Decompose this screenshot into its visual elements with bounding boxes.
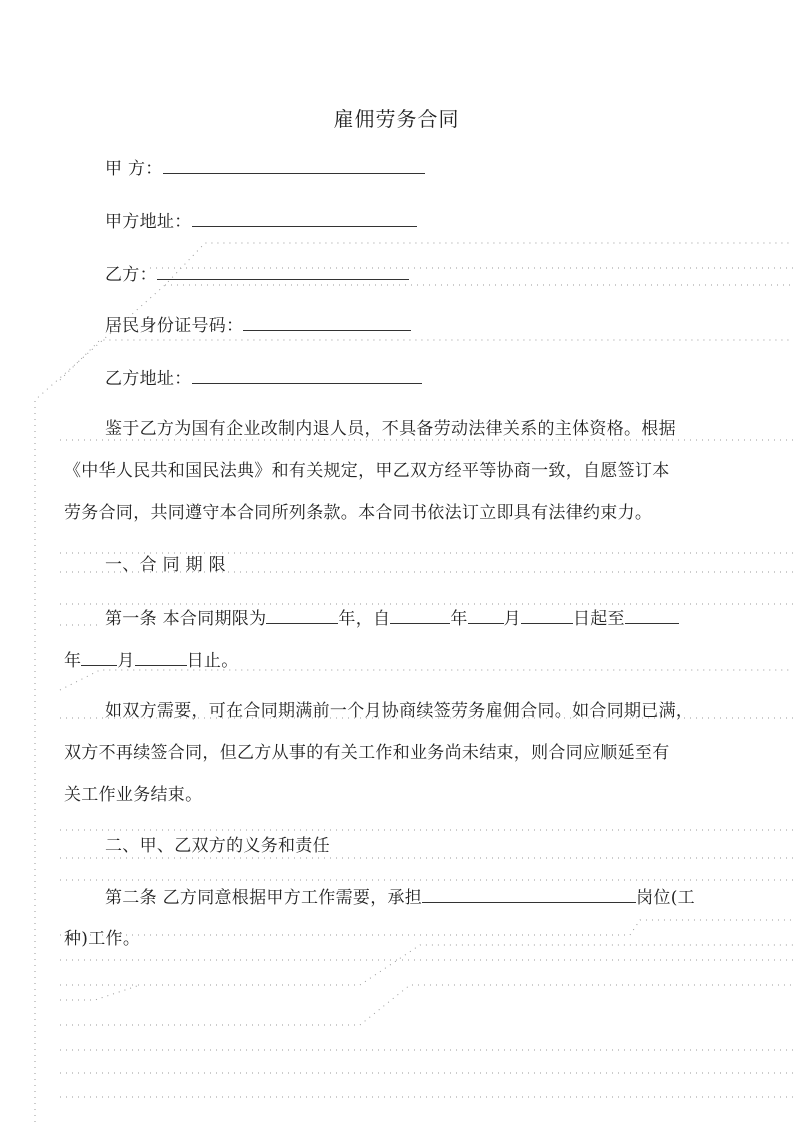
party-b-row (105, 264, 409, 285)
preamble-line-1: 鉴于乙方为国有企业改制内退人员，不具备劳动法律关系的主体资格。根据 (105, 419, 676, 439)
start-year-blank[interactable] (390, 608, 450, 624)
party-a-blank[interactable] (163, 158, 425, 174)
party-a-address-blank[interactable] (192, 211, 417, 227)
id-number-blank[interactable] (243, 315, 411, 331)
party-a-address-label: 甲方地址： (105, 212, 192, 232)
preamble-line-2: 《中华人民共和国民法典》和有关规定，甲乙双方经平等协商一致，自愿签订本 (64, 461, 670, 481)
section-2-title: 二、甲、乙双方的义务和责任 (105, 836, 330, 856)
party-b-address-row (105, 368, 422, 389)
party-b-address-label: 乙方地址： (105, 369, 192, 389)
preamble-line-3: 劳务合同，共同遵守本合同所列条款。本合同书依法订立即具有法律约束力。 (64, 503, 653, 523)
id-number-row (105, 315, 411, 336)
renewal-line-3: 关工作业务结束。 (64, 785, 203, 805)
party-b-blank[interactable] (157, 264, 409, 280)
article-1-line-2: 年 月 日止。 (64, 651, 239, 671)
term-years-blank[interactable] (266, 608, 338, 624)
article-2-line-1: 第二条 乙方同意根据甲方工作需要，承担 岗位(工 (105, 888, 695, 908)
renewal-line-2: 双方不再续签合同，但乙方从事的有关工作和业务尚未结束，则合同应顺延至有 (64, 743, 670, 763)
end-month-blank[interactable] (81, 650, 117, 666)
start-day-blank[interactable] (521, 608, 573, 624)
article-1-line-1: 第一条 本合同期限为 年，自 年 月 日起至 (105, 608, 679, 629)
section-1-title: 一、合 同 期 限 (105, 555, 226, 575)
end-day-blank[interactable] (135, 650, 187, 666)
article-2-line-2: 种)工作。 (64, 929, 141, 949)
party-b-address-blank[interactable] (192, 368, 422, 384)
id-number-label: 居民身份证号码： (105, 316, 244, 336)
renewal-line-1: 如双方需要，可在合同期满前一个月协商续签劳务雇佣合同。如合同期已满， (105, 701, 694, 721)
party-b-label: 乙方： (105, 265, 157, 285)
party-a-row (105, 158, 425, 179)
party-a-label: 甲 方： (105, 159, 163, 179)
start-month-blank[interactable] (468, 608, 504, 624)
party-a-address-row (105, 211, 417, 232)
end-year-blank[interactable] (625, 608, 679, 624)
position-blank[interactable] (422, 887, 636, 903)
document-title: 雇佣劳务合同 (333, 107, 460, 131)
